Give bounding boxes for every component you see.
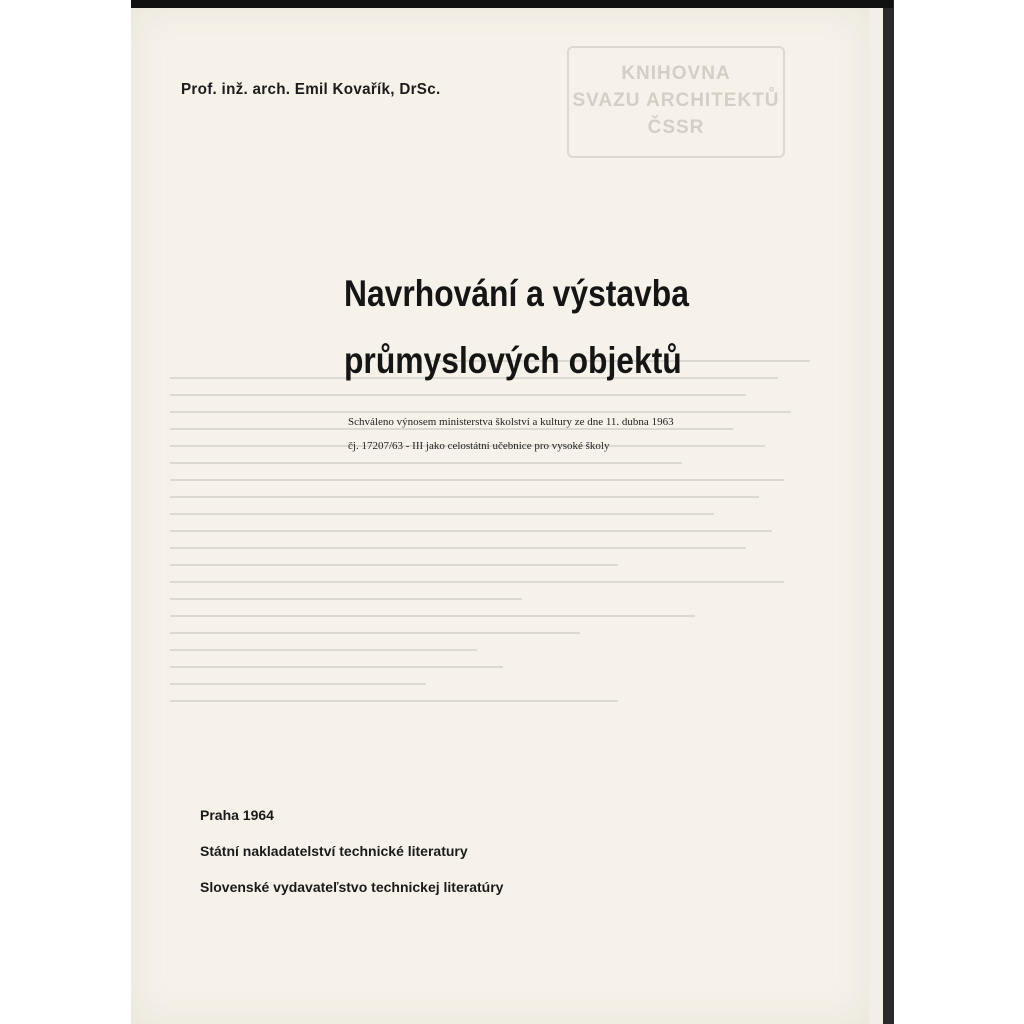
library-stamp: [567, 46, 785, 158]
stamp-line-1: KNIHOVNA: [621, 63, 731, 84]
stamp-line-2: SVAZU ARCHITEKTŮ: [572, 90, 780, 111]
publisher-slovak: Slovenské vydavateľstvo technickej literatúry: [200, 879, 504, 895]
title-line-2: průmyslových objektů: [344, 340, 682, 381]
book-title: [344, 260, 757, 394]
title-line-1: Navrhování a výstavba: [344, 273, 689, 314]
approval-line-1: Schváleno výnosem ministerstva školství a kultury ze dne 11. dubna 1963: [348, 416, 674, 428]
imprint: [200, 797, 503, 905]
publisher-czech: Státní nakladatelství technické literatury: [200, 843, 468, 859]
approval-note: [348, 410, 868, 458]
author-name: Prof. inž. arch. Emil Kovařík, DrSc.: [181, 81, 441, 98]
top-edge-shadow: [131, 0, 893, 8]
right-margin: [894, 0, 1024, 1024]
approval-line-2: čj. 17207/63 - III jako celostátní učebnice pro vysoké školy: [348, 440, 610, 452]
place-year: Praha 1964: [200, 807, 274, 823]
stamp-line-3: ČSSR: [647, 117, 705, 138]
left-margin: [0, 0, 131, 1024]
